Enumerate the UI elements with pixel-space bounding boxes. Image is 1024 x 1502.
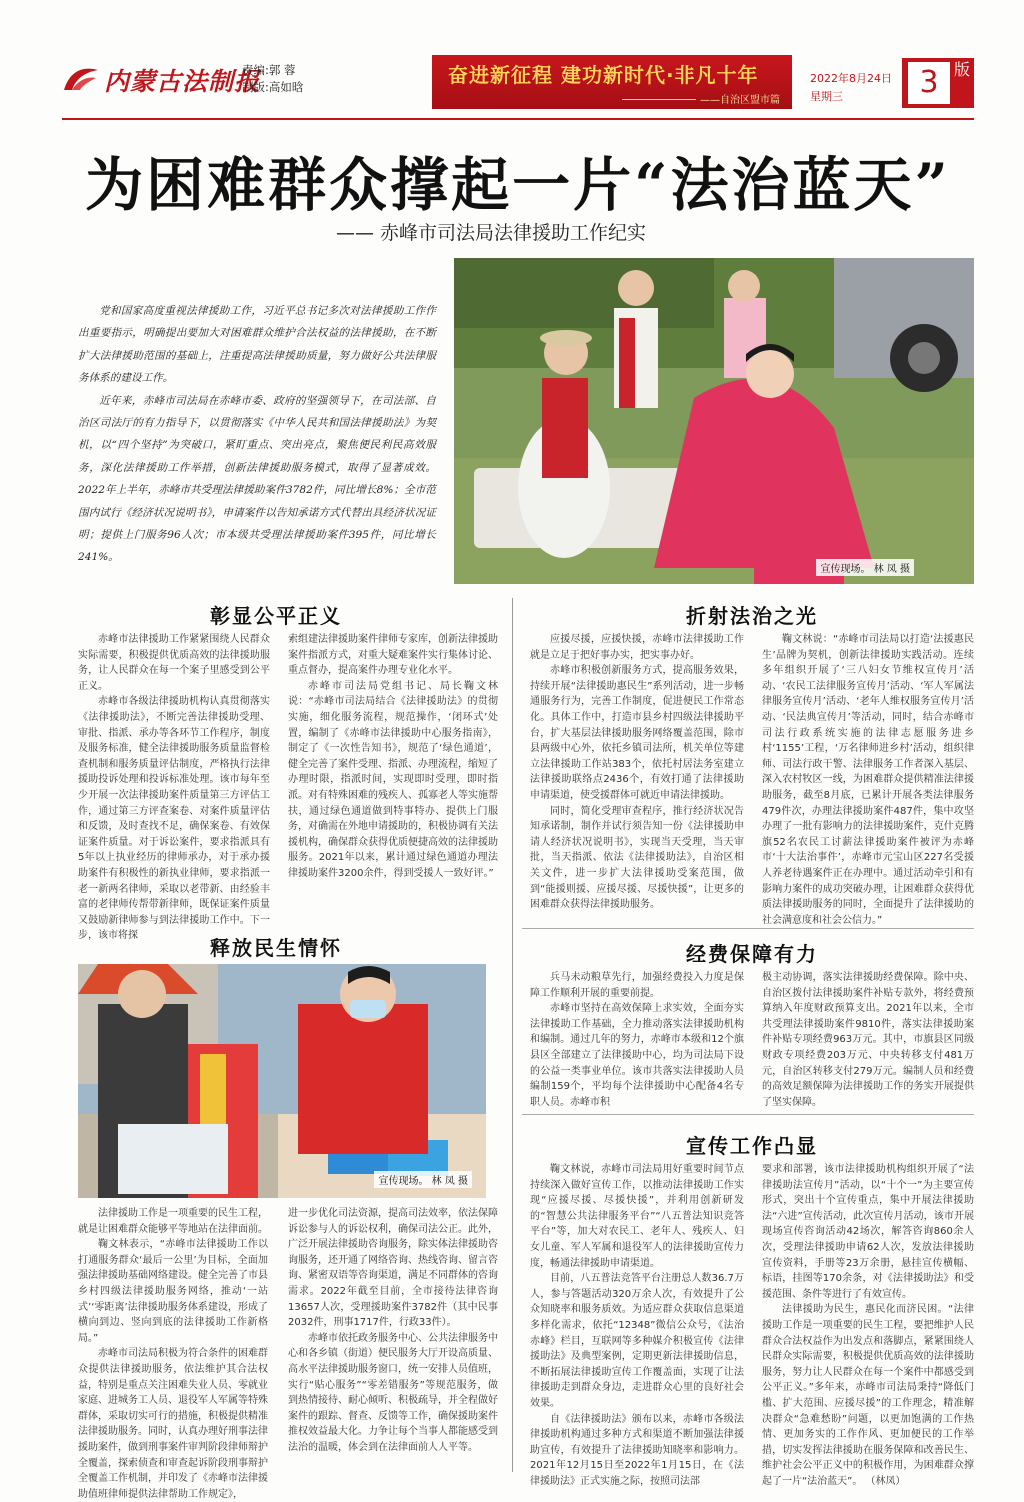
banner-sub-text: ——自治区盟市篇 — [700, 95, 780, 106]
section-rule-of-law-col2 — [762, 632, 974, 932]
theme-banner — [432, 55, 792, 109]
paragraph: 进一步优化司法资源，提高司法效率，依法保障诉讼参与人的诉讼权利，确保司法公正。此外，广泛开展法律援助咨询服务，除实体法律援助咨询服务，还开通了网络咨询、热线咨询、留言咨询、紧密双语等咨询渠道，满足不同群体的咨询需求。2022年截至目前，全市接待法律咨询13657人次，受理援助案件3782件（其中民事2032件，刑事1717件，行政33件）。 — [288, 1208, 498, 1329]
page-label: 版 — [954, 60, 971, 79]
section-heading-funding: 经费保障有力 — [686, 942, 818, 966]
outdoor-scene-image — [454, 258, 974, 584]
paragraph: 兵马未动粮草先行，加强经费投入力度是保障工作顺利开展的重要前提。 — [530, 972, 744, 999]
section-heading-fairness: 彰显公平正义 — [210, 604, 342, 628]
paragraph: 鞠文林说：“赤峰市司法局以打造‘法援惠民生’品牌为契机，创新法律援助实践活动。连续多年组织开展了‘三八妇女节维权宣传月’活动、‘农民工法律服务宣传月’活动、‘军人军属法律服务宣传月’活动、‘老年人维权服务宣传月’活动、‘民法典宣传月’等活动，同时，结合赤峰市司法行政系统实施的法律志愿服务进乡村‘1155’工程，‘万名律师进乡村’活动，组织律师、司法行政干警、法律服务工作者深入基层、深入农村牧区一线，为困难群众提供精准法律援助服务，截至8月底，已累计开展各类法律服务479件次，办理法律援助案件487件，集中攻坚办理了一批有影响力的法律援助案件，克什克腾旗52名农民工讨薪法律援助案件被评为赤峰市‘十大法治事件’，赤峰市元宝山区227名受援人养老待遇案件正在办理中。通过活动牵引和有影响力案件的成功突破办理，让困难群众获得优质法律援助服务的同时，全面提升了法律援助的社会满意度和社会公信力。” — [762, 634, 974, 926]
article-subtitle: —— 赤峰市司法局法律援助工作纪实 — [336, 222, 647, 244]
paragraph: 同时，简化受理审查程序，推行经济状况告知承诺制，制作并试行须告知一份《法律援助申请人经济状况说明书》，实现当天受理，当天审批，当天指派、依法《法律援助法》，自治区相关文件，进一步扩大法律援助受案范围，做到“能援则援、应援尽援、尽援快援”，让更多的困难群众获得法律援助服务。 — [530, 805, 744, 911]
newspaper-logo — [62, 62, 261, 96]
banner-main-text: 奋进新征程 建功新时代·非凡十年 — [448, 63, 759, 87]
article-title: 为困难群众撑起一片“法治蓝天” — [85, 151, 951, 219]
section-fairness-col2 — [288, 632, 498, 950]
logo-emblem-icon — [62, 66, 100, 92]
paragraph: 鞠文林表示，“赤峰市法律援助工作以打通服务群众‘最后一公里’为目标，全面加强法律援助基础网络建设。健全完善了市县乡村四级法律援助服务网络，推动‘一站式’‘零距离’法律援助服务体系建设，形成了横向到边、竖向到底的法律援助工作新格局。” — [78, 1239, 268, 1344]
paragraph: 索组建法律援助案件律师专家库，创新法律援助案件指派方式，对重大疑难案件实行集体讨论、重点督办，提高案件办理专业化水平。 — [288, 634, 498, 677]
paragraph: 赤峰市司法局积极为符合条件的困难群众提供法律援助服务，依法维护其合法权益，特别是重点关注困难失业人员、零就业家庭、进城务工人员、退役军人军属等特殊群体，采取切实可行的措施，积极提供精准法律援助服务。同时，认真办理好刑事法律援助案件，做到刑事案件审判阶段律师辩护全覆盖，探索侦查和审查起诉阶段刑事辩护全覆盖工作机制，并印发了《赤峰市法律援助值班律师提供法律帮助工作规定》， — [78, 1348, 268, 1500]
section-publicity-col1 — [530, 1162, 744, 1487]
section-rule-of-law-col1 — [530, 632, 744, 932]
booth-scene-image — [78, 964, 486, 1198]
photo1-caption: 宣传现场。 林 凤 摄 — [816, 559, 914, 576]
paragraph: 极主动协调，落实法律援助经费保障。除中央、自治区拨付法律援助案件补贴专款外，将经费预算纳入年度财政预算支出。2021年以来，全市共受理法律援助案件9810件，落实法律援助案件补贴专项经费963万元。其中，市旗县区同级财政专项经费203万元、中央转移支付481万元，自治区转移支付279万元。编制人员和经费的高效足额保障为法律援助工作的务实开展提供了坚实保障。 — [762, 972, 974, 1108]
page-number-box — [902, 58, 974, 108]
producer-label: 制版:高如晗 — [242, 80, 304, 94]
paragraph: 赤峰市积极创新服务方式，提高服务效果，持续开展“法律援助惠民生”系列活动，进一步畅通服务行为，完善工作制度，促进便民工作常态化。具体工作中，打造市县乡村四级法律援助平台，扩大基层法律援助服务网络覆盖范围，除市县两级中心外，依托乡镇司法所，机关单位等建立法律援助工作站383个，依托村居法务室建立法律援助联络点2436个，有效打通了法律援助申请渠道，使受援群体可就近申请法律援助。 — [530, 665, 744, 801]
photo2-caption: 宣传现场。 林 凤 摄 — [374, 1171, 472, 1188]
section-heading-rule-of-law: 折射法治之光 — [686, 604, 818, 628]
intro-paragraph: 党和国家高度重视法律援助工作，习近平总书记多次对法律援助工作作出重要指示，明确提出要加大对困难群众维护合法权益的法律援助，在不断扩大法律援助范围的基础上，注重提高法律援助质量，努力做好公共法律服务体系的建设工作。 — [78, 305, 436, 385]
section-livelihood-col2 — [288, 1206, 498, 1474]
masthead — [0, 0, 1024, 122]
column-divider — [512, 598, 513, 1472]
issue-date — [810, 70, 892, 106]
section-publicity-col2 — [762, 1162, 974, 1487]
paragraph: 法律援助为民生，惠民化而济民困。“法律援助工作是一项重要的民生工程，要把维护人民群众合法权益作为出发点和落脚点，紧紧围绕人民群众实际需要，积极提供优质高效的法律援助服务，努力让人民群众在每一个案件中都感受到公平正义。”多年来，赤峰市司法局秉持“降低门槛、扩大范围、应援尽援”的工作理念，精准解决群众“急难愁盼”问题，以更加饱满的工作热情、更加务实的工作作风、更加便民的工作举措，切实发挥法律援助在服务保障和改善民生、维护社会公平正义中的积极作用，为困难群众撑起了一片“法治蓝天”。 （林凤） — [762, 1304, 974, 1487]
page-number: 3 — [908, 62, 950, 104]
paragraph: 自《法律援助法》颁布以来，赤峰市各级法律援助机构通过多种方式和渠道不断加强法律援助宣传，有效提升了法律援助知晓率和影响力。2021年12月15日至2022年1月15日，在《法律援助法》正式实施之际，按照司法部 — [530, 1413, 744, 1487]
article-intro — [78, 300, 436, 569]
photo-legal-aid-outreach — [454, 258, 974, 584]
editor-label: 责编:郭 蓉 — [242, 63, 296, 77]
logo-text: 内蒙古法制报 — [104, 67, 261, 96]
section-heading-publicity: 宣传工作凸显 — [686, 1134, 818, 1158]
section-divider — [522, 928, 974, 929]
paragraph: 目前，八五普法竞答平台注册总人数36.7万人，参与答题活动320万余人次，有效提升了公众知晓率和服务质效。为适应群众获取信息渠道多样化需求，依托“12348”微信公众号，《法治赤峰》栏目，互联网等多种媒介积极宣传《法律援助法》及典型案例，定期更新法律援助信息，不断拓展法律援助宣传工作覆盖面，实现了让法律援助走到群众身边，走进群众心里的良好社会效果。 — [530, 1273, 744, 1409]
section-livelihood-col1 — [78, 1206, 268, 1500]
editor-credits — [242, 62, 303, 96]
intro-paragraph: 近年来，赤峰市司法局在赤峰市委、政府的坚强领导下，在司法部、自治区司法厅的有力指导下，以贯彻落实《中华人民共和国法律援助法》为契机，以“四个坚持”为突破口，紧盯重点、突出亮点，聚焦便民利民高效服务，深化法律援助工作举措，创新法律援助服务模式，取得了显著成效。2022年上半年，赤峰市共受理法律援助案件3782件，同比增长8%；全市范围内试行《经济状况说明书》，申请案件以告知承诺方式代替出具经济状况证明；提供上门服务96人次；市本级共受理法律援助案件395件，同比增长241%。 — [78, 394, 436, 564]
section-fairness-col1 — [78, 632, 270, 950]
date-text: 2022年8月24日 — [810, 72, 892, 85]
paragraph: 赤峰市依托政务服务中心、公共法律服务中心和各乡镇（街道）便民服务大厅开设高质量、高水平法律援助服务窗口，统一安排人员值班，实行“贴心服务”“零差错服务”等规范服务，做到热情接待、耐心倾听、积极疏导，并全程做好案件的跟踪、督查、反馈等工作，确保援助案件推权效益最大化。力争让每个当事人都能感受到法治的温暖，体会到在法律面前人人平等。 — [288, 1332, 498, 1453]
section-funding-col2 — [762, 970, 974, 1108]
photo-legal-aid-booth — [78, 964, 486, 1198]
weekday-text: 星期三 — [810, 90, 843, 103]
paragraph: 要求和部署，该市法律援助机构组织开展了“法律援助法宣传月”活动，以“十个一”为主要宣传形式，突出十个宣传重点，集中开展法律援助法“六进”宣传活动，此次宣传月活动，该市开展现场宣传咨询活动42场次，解答咨询860余人次，受理法律援助申请62人次，发放法律援助宣传资料，手册等23万余册，悬挂宣传横幅、标语，挂图等170余条，对《法律援助法》和受援范围、条件等进行了有效宣传。 — [762, 1164, 974, 1300]
paragraph: 法律援助工作是一项重要的民生工程，就是让困难群众能够平等地站在法律面前。 — [78, 1208, 268, 1235]
paragraph: 赤峰市法律援助工作紧紧围绕人民群众实际需要，积极提供优质高效的法律援助服务，让人民群众在每一个案子里感受到公平正义。 — [78, 634, 270, 692]
section-divider — [522, 1114, 974, 1115]
paragraph: 赤峰市各级法律援助机构认真贯彻落实《法律援助法》，不断完善法律援助受理、审批、指派、承办等各环节工作程序，制度及服务标准，健全法律援助服务质量监督检查机制和服务质量评估制度，严格执行法律援助投诉处理和投诉标准处理。该市每年至少开展一次法律援助案件质量第三方评估工作，通过第三方评查案卷、对案件质量评估和反馈，及时查找不足，确保案卷、有效保证案件质量。对于诉讼案件，要求指派具有5年以上执业经历的律师承办，对于承办援助案件有积极性的新执业律师，要求指派一老一新两名律师，采取以老带新、由经验丰富的老律师传帮带新律师，既保证案件质量又鼓励新律师参与到法律援助工作中。下一步，该市将探 — [78, 696, 270, 942]
paragraph: 应援尽援，应援快援，赤峰市法律援助工作就是立足于把好事办实，把实事办好。 — [530, 634, 744, 661]
section-funding-col1 — [530, 970, 744, 1108]
section-heading-livelihood: 释放民生情怀 — [210, 936, 342, 960]
paragraph: 赤峰市坚持在高效保障上求实效，全面夯实法律援助工作基础，全力推动落实法律援助机构和编制。通过几年的努力，赤峰市本级和12个旗县区全部建立了法律援助中心，均为司法局下设的公益一类事业单位。该市共落实法律援助人员编制159个，平均每个法律援助中心配备4名专职人员。赤峰市积 — [530, 1003, 744, 1108]
paragraph: 赤峰市司法局党组书记、局长鞠文林说：“赤峰市司法局结合《法律援助法》的贯彻实施，细化服务流程，规范操作，‘闭环式’处置，编制了《赤峰市法律援助中心服务指南》，制定了《一次性告知书》，规范了‘绿色通道’，健全完善了案件受理、指派、办理流程，缩短了办理时限，指派时间，实现即时受理，即时指派。对有特殊困难的残疾人、孤寡老人等实施帮扶，通过绿色通道做到特事特办、提供上门服务，对确需在外地申请援助的，积极协调有关法援机构，确保群众获得优质便捷高效的法律援助服务。2021年以来，累计通过绿色通道办理法律援助案件3200余件，得到受援人一致好评。” — [288, 680, 498, 879]
masthead-divider — [62, 118, 974, 120]
paragraph: 鞠文林说，赤峰市司法局用好重要时间节点持续深入做好宣传工作，以推动法律援助工作实现“应援尽援、尽援快援”，并利用创新研发的“智慧公共法律服务平台”“八五普法知识竞答平台”等，加大对农民工、老年人、残疾人、妇女儿童、军人军属和退役军人的法律援助宣传力度，畅通法律援助申请渠道。 — [530, 1164, 744, 1269]
